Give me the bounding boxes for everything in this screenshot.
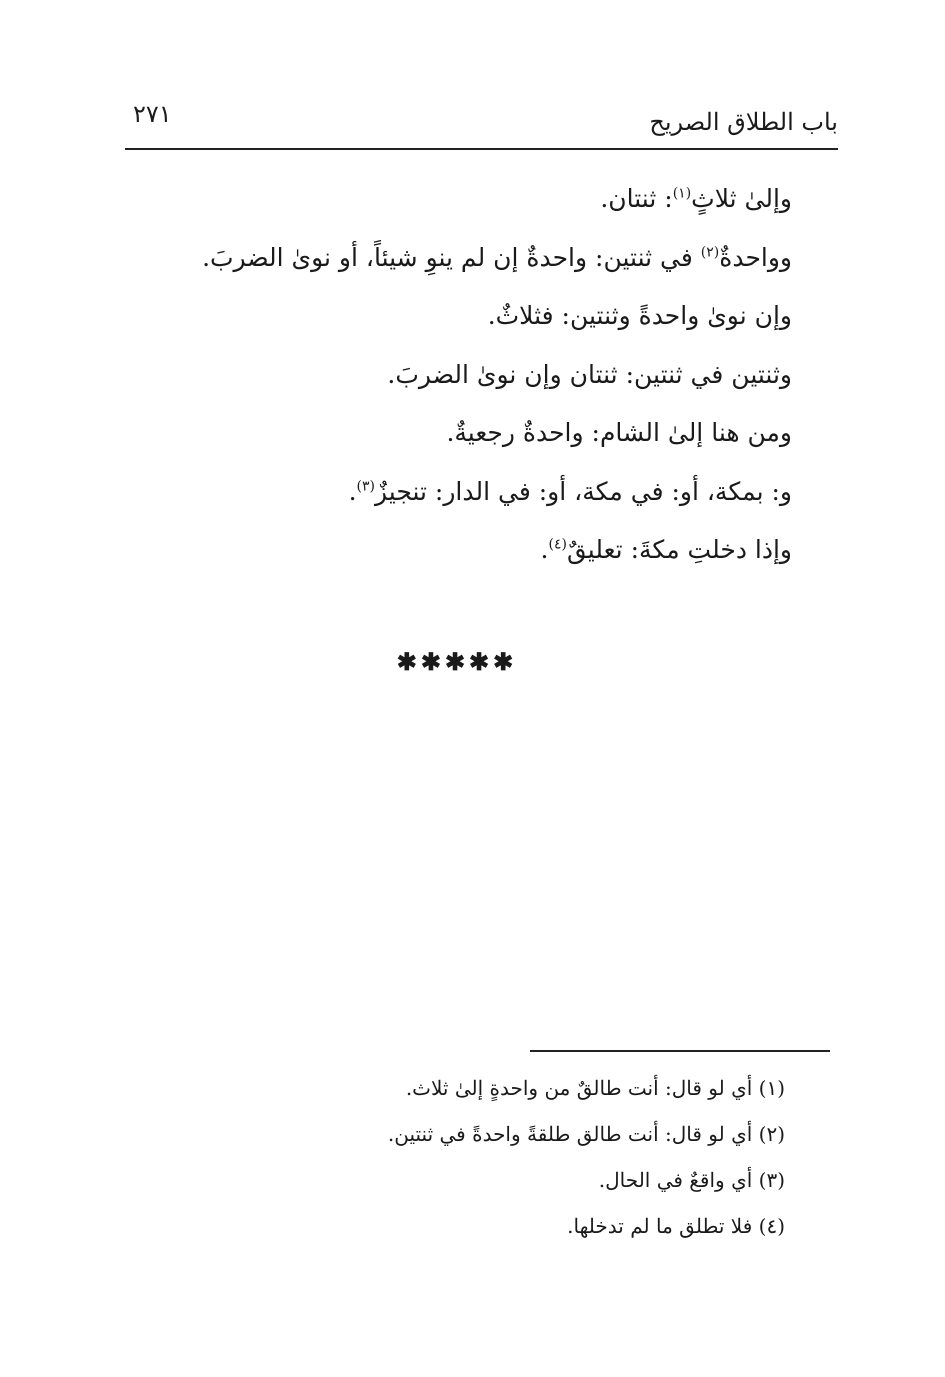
text-line: وإذا دخلتِ مكةَ: تعليقٌ$^{(٤)}$. (540, 535, 792, 564)
section-separator-ornament: ✱✱✱✱✱ (396, 647, 518, 676)
page-header (125, 100, 838, 150)
footnote-marker: (٣) (356, 478, 375, 495)
text-line: وإن نوىٰ واحدةً وثنتين: فثلاثٌ. (487, 301, 792, 330)
footnote-divider (530, 1050, 830, 1052)
main-text (200, 170, 792, 580)
footnote-marker: (٤) (548, 536, 567, 553)
text-line: وواحدةٌ$^{(٢)}$ في ثنتين: واحدةٌ إن لم ينوِ شيئاً، أو نوىٰ الضربَ. (202, 242, 792, 272)
running-title: باب الطلاق الصريح (649, 108, 838, 136)
page-number: ٢٧١ (133, 100, 172, 128)
footnote: (٣) أي واقعٌ في الحال. (598, 1168, 785, 1192)
footnote: (٢) أي لو قال: أنت طالق طلقةً واحدةً في ثنتين. (387, 1122, 785, 1146)
footnote: (١) أي لو قال: أنت طالقٌ من واحدةٍ إلىٰ ثلاث. (405, 1076, 785, 1100)
text-line: وإلىٰ ثلاثٍ$^{(١)}$: ثنتان. (600, 184, 792, 213)
text-line: و: بمكة، أو: في مكة، أو: في الدار: تنجيزٌ$^{(٣)}$. (348, 476, 792, 506)
footnote-marker: (١) (672, 185, 692, 202)
footnote-marker: (٢) (700, 244, 720, 261)
text-line: وثنتين في ثنتين: ثنتان وإن نوىٰ الضربَ. (387, 359, 792, 389)
footnotes (330, 1066, 785, 1250)
footnote: (٤) فلا تطلق ما لم تدخلها. (567, 1214, 785, 1238)
text-line: ومن هنا إلىٰ الشام: واحدةٌ رجعيةٌ. (446, 418, 792, 447)
